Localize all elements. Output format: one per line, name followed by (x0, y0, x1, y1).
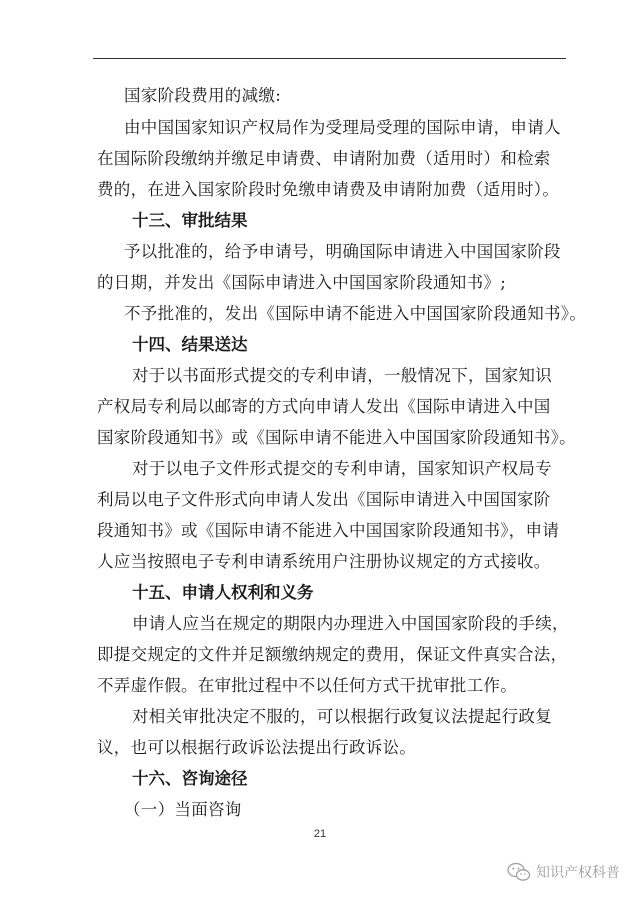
section-heading: 十六、咨询途径 (132, 769, 248, 788)
header-rule (93, 58, 566, 59)
paragraph-line: （一）当面咨询 (124, 800, 242, 819)
section-heading: 十五、申请人权利和义务 (132, 583, 314, 602)
paragraph-line: 不弄虚作假。在审批过程中不以任何方式干扰审批工作。 (97, 676, 517, 695)
paragraph-line: 即提交规定的文件并足额缴纳规定的费用，保证文件真实合法， (97, 645, 568, 664)
paragraph-line: 国家阶段通知书》或《国际申请不能进入中国国家阶段通知书》。 (97, 428, 576, 447)
paragraph-line: 费的，在进入国家阶段时免缴申请费及申请附加费（适用时）。 (97, 180, 560, 199)
watermark-text: 知识产权科普 (536, 865, 620, 881)
section-heading: 十三、审批结果 (132, 211, 248, 230)
paragraph-line: 段通知书》或《国际申请不能进入中国国家阶段通知书》，申请 (97, 521, 560, 540)
section-heading: 十四、结果送达 (132, 335, 248, 354)
watermark (507, 860, 620, 884)
paragraph-line: 由中国国家知识产权局作为受理局受理的国际申请，申请人 (124, 118, 561, 137)
paragraph-line: 对相关审批决定不服的，可以根据行政复议法提起行政复 (132, 707, 552, 726)
paragraph-line: 产权局专利局以邮寄的方式向申请人发出《国际申请进入中国 (97, 397, 551, 416)
wechat-icon (507, 862, 531, 882)
page-number: 21 (313, 828, 327, 840)
paragraph-line: 人应当按照电子专利申请系统用户注册协议规定的方式接收。 (97, 552, 551, 571)
paragraph-line: 在国际阶段缴纳并缴足申请费、申请附加费（适用时）和检索 (97, 149, 551, 168)
paragraph-line: 利局以电子文件形式向申请人发出《国际申请进入中国国家阶 (97, 490, 551, 509)
paragraph-line: 对于以书面形式提交的专利申请，一般情况下，国家知识 (132, 366, 552, 385)
paragraph-line: 申请人应当在规定的期限内办理进入中国国家阶段的手续， (132, 614, 569, 633)
paragraph-line: 不予批准的，发出《国际申请不能进入中国国家阶段通知书》。 (124, 304, 587, 323)
paragraph-line: 的日期，并发出《国际申请进入中国国家阶段通知书》; (97, 273, 507, 292)
paragraph-line: 国家阶段费用的减缴: (124, 86, 282, 105)
paragraph-line: 议，也可以根据行政诉讼法提出行政诉讼。 (97, 738, 417, 757)
paragraph-line: 对于以电子文件形式提交的专利申请，国家知识产权局专 (132, 459, 552, 478)
paragraph-line: 予以批准的，给予申请号，明确国际申请进入中国国家阶段 (124, 242, 561, 261)
